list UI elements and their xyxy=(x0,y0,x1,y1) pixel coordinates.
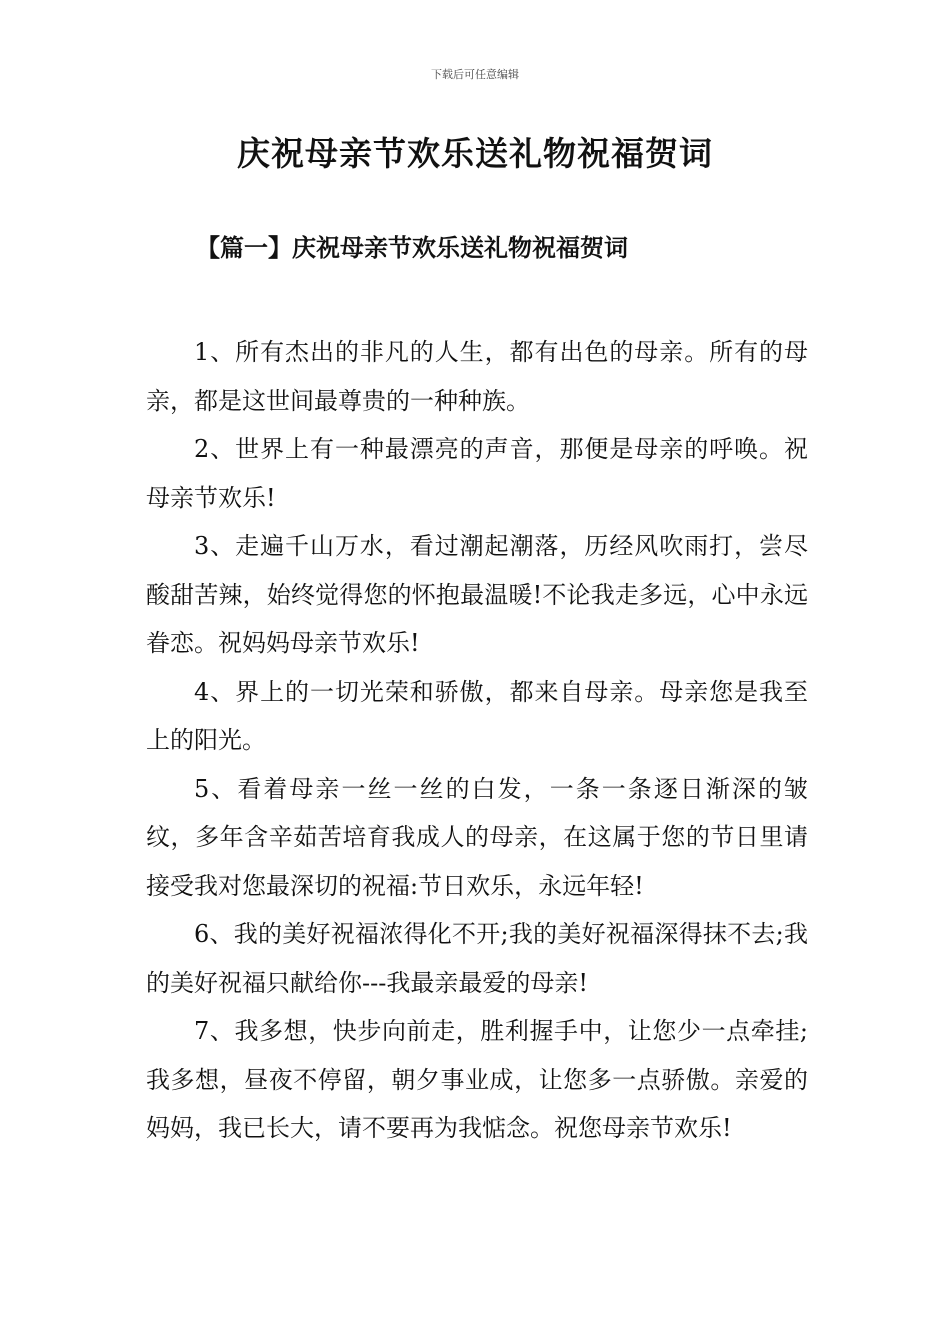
document-body xyxy=(146,328,808,1153)
paragraph-7: 7、我多想，快步向前走，胜利握手中，让您少一点牵挂;我多想，昼夜不停留，朝夕事业成，让您多一点骄傲。亲爱的妈妈，我已长大，请不要再为我惦念。祝您母亲节欢乐! xyxy=(146,1017,808,1142)
paragraph-3: 3、走遍千山万水，看过潮起潮落，历经风吹雨打，尝尽酸甜苦辣，始终觉得您的怀抱最温暖!不论我走多远，心中永远眷恋。祝妈妈母亲节欢乐! xyxy=(146,532,808,657)
paragraph-4: 4、界上的一切光荣和骄傲，都来自母亲。母亲您是我至上的阳光。 xyxy=(146,677,808,754)
section-heading: 【篇一】庆祝母亲节欢乐送礼物祝福贺词 xyxy=(196,233,628,262)
document-title: 庆祝母亲节欢乐送礼物祝福贺词 xyxy=(237,134,713,173)
header-note: 下载后可任意编辑 xyxy=(431,68,519,81)
paragraph-1: 1、所有杰出的非凡的人生，都有出色的母亲。所有的母亲，都是这世间最尊贵的一种种族。 xyxy=(146,338,808,415)
paragraph-6: 6、我的美好祝福浓得化不开;我的美好祝福深得抹不去;我的美好祝福只献给你---我最亲最爱的母亲! xyxy=(146,920,808,997)
paragraph-2: 2、世界上有一种最漂亮的声音，那便是母亲的呼唤。祝母亲节欢乐! xyxy=(146,435,808,512)
paragraph-5: 5、看着母亲一丝一丝的白发，一条一条逐日渐深的皱纹，多年含辛茹苦培育我成人的母亲，在这属于您的节日里请接受我对您最深切的祝福:节日欢乐，永远年轻! xyxy=(146,774,808,900)
